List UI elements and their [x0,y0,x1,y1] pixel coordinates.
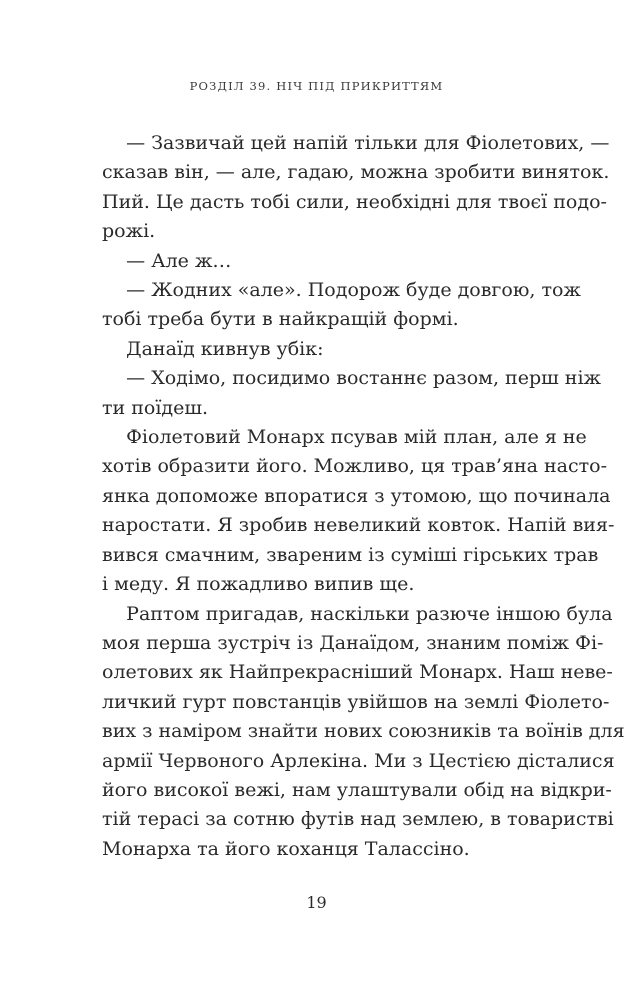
text-line: і меду. Я пожадливо випив ще. [102,573,415,596]
text-line: хотів образити його. Можливо, ця трав’яна насто- [102,455,607,478]
text-line: Монарха та його коханця Талассіно. [102,837,470,860]
text-line: Раптом пригадав, наскільки разюче іншою була [102,602,613,625]
running-head: РОЗДІЛ 39. НІЧ ПІД ПРИКРИТТЯМ [189,79,444,93]
text-line: ти поїдеш. [102,396,209,419]
text-line: вих з наміром знайти нових союзників та воїнів для [102,720,625,743]
text-line: армії Червоного Арлекіна. Ми з Цестією дісталися [102,749,615,772]
text-line: — Зазвичай цей напій тільки для Фіолетових, — [102,132,610,154]
text-line: Данаїд кивнув убік: [102,337,324,360]
text-line: сказав він, — але, гадаю, можна зробити виняток. [102,161,610,184]
text-line: — Ходімо, посидимо востаннє разом, перш ніж [102,367,602,390]
text-line: вився смачним, звареним із суміші гірських трав [102,543,599,566]
page-number: 19 [306,893,327,912]
text-line: його високої вежі, нам улаштували обід на відкри- [102,778,612,801]
text-line: олетових як Найпрекрасніший Монарх. Наш неве- [102,661,613,684]
text-line: рожі. [102,220,156,243]
text-line: Фіолетовий Монарх псував мій план, але я не [102,426,587,449]
text-line: — Але ж… [102,249,232,272]
text-line: — Жодних «але». Подорож буде довгою, тож [102,279,581,302]
text-line: наростати. Я зробив невеликий ковток. Напій вия- [102,514,615,537]
text-line: моя перша зустріч із Данаїдом, знаним поміж Фі- [102,631,604,654]
body-text [102,129,625,864]
text-line: тобі треба бути в найкращій формі. [102,308,459,331]
text-line: Пий. Це дасть тобі сили, необхідні для твоєї подо- [102,190,607,213]
text-line: личкий гурт повстанців увійшов на землі Фіолето- [102,690,610,713]
text-line: тій терасі за сотню футів над землею, в товаристві [102,808,614,831]
text-line: янка допоможе впоратися з утомою, що починала [102,484,611,507]
